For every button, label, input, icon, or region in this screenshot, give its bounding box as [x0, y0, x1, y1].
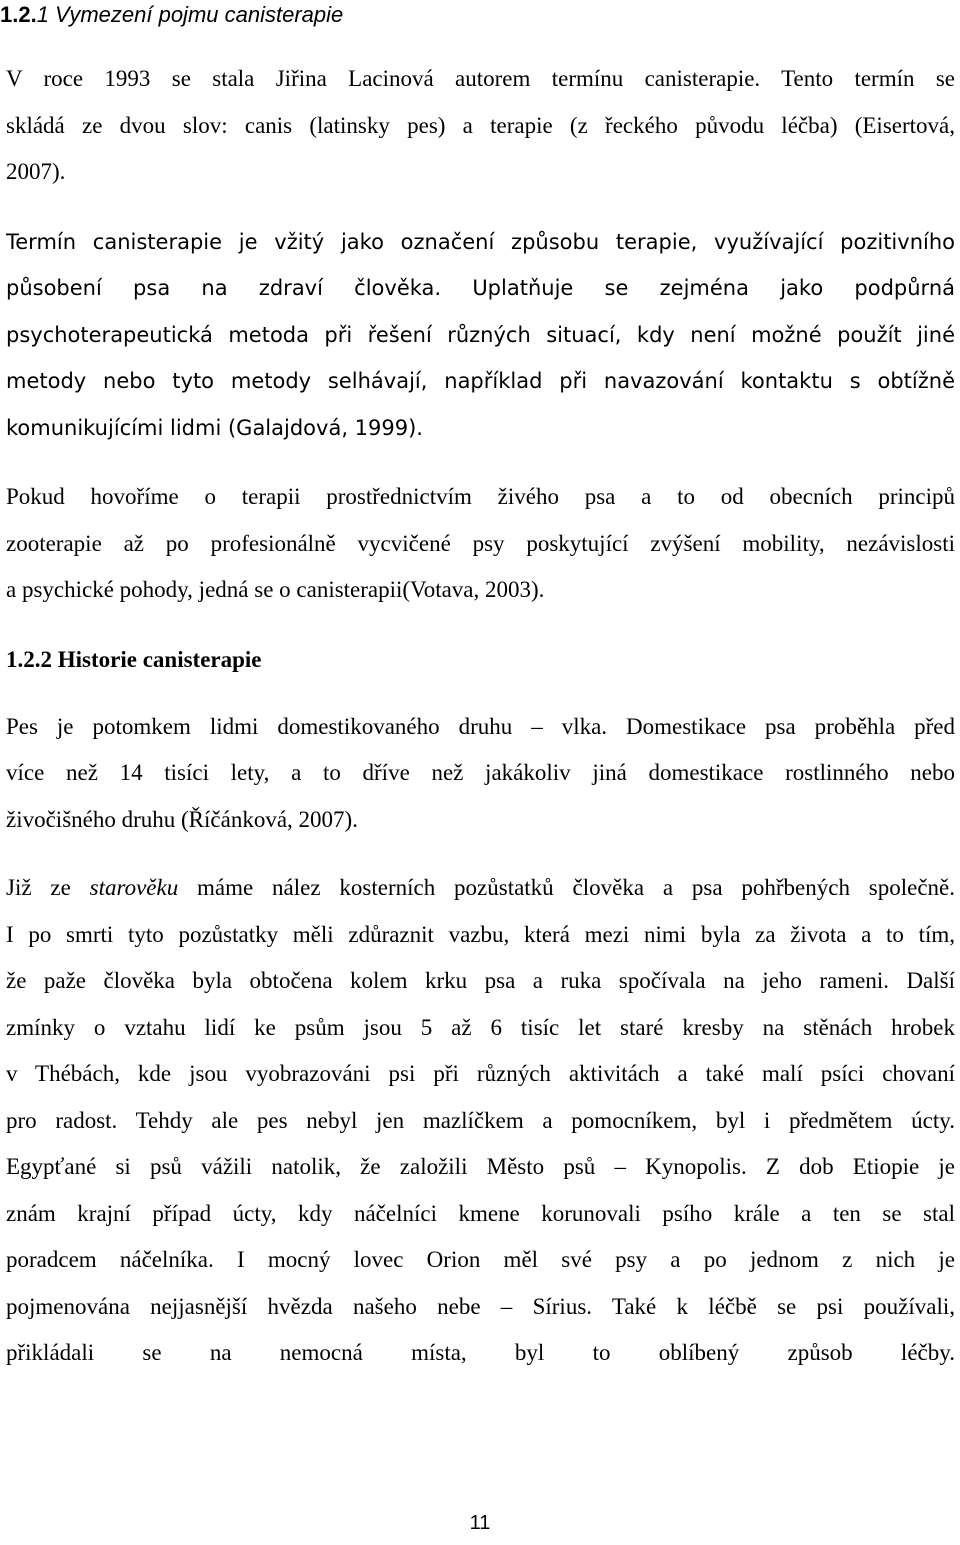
paragraph-2-line-4: metody nebo tyto metody selhávají, například při navazování kontaktu s obtížně: [6, 369, 955, 393]
heading-title: 1 Vymezení pojmu canisterapie: [36, 2, 344, 27]
section-heading-1-2-1: [0, 0, 949, 30]
paragraph-5-line-2: I po smrti tyto pozůstatky měli zdůraznit vazbu, která mezi nimi byla za života a to tím,: [6, 922, 955, 947]
paragraph-4-line-2: více než 14 tisíci lety, a to dříve než jakákoliv jiná domestikace rostlinného nebo: [6, 760, 955, 785]
paragraph-5-line-6: pro radost. Tehdy ale pes nebyl jen mazlíčkem a pomocníkem, byl i předmětem úcty.: [6, 1108, 955, 1133]
section-heading-1-2-2: 1.2.2 Historie canisterapie: [6, 647, 262, 672]
paragraph-5-line-7: Egypťané si psů vážili natolik, že založili Město psů – Kynopolis. Z dob Etiopie je: [6, 1154, 955, 1179]
paragraph-5-line-3: že paže člověka byla obtočena kolem krku psa a ruka spočívala na jeho rameni. Další: [6, 968, 955, 993]
paragraph-5-line-8: znám krajní případ úcty, kdy náčelníci kmene korunovali psího krále a ten se stal: [6, 1201, 955, 1226]
text-run: máme nález kosterních pozůstatků člověka a psa pohřbených společně.: [178, 875, 955, 900]
heading-number: 1.2.: [0, 2, 37, 27]
paragraph-2-line-5: komunikujícími lidmi (Galajdová, 1999).: [6, 416, 423, 440]
paragraph-4-line-3: živočišného druhu (Říčánková, 2007).: [6, 807, 358, 832]
paragraph-1-line-2: skládá ze dvou slov: canis (latinsky pes) a terapie (z řeckého původu léčba) (Eisertová,: [6, 113, 955, 138]
page-number: 11: [469, 1512, 491, 1534]
paragraph-5-line-4: zmínky o vztahu lidí ke psům jsou 5 až 6 tisíc let staré kresby na stěnách hrobek: [6, 1015, 955, 1040]
paragraph-2-line-1: Termín canisterapie je vžitý jako označení způsobu terapie, využívající pozitivního: [6, 230, 955, 254]
paragraph-1-line-1: V roce 1993 se stala Jiřina Lacinová autorem termínu canisterapie. Tento termín se: [6, 66, 955, 91]
paragraph-5-line-9: poradcem náčelníka. I mocný lovec Orion měl své psy a po jednom z nich je: [6, 1247, 955, 1272]
paragraph-3-line-1: Pokud hovoříme o terapii prostřednictvím živého psa a to od obecních principů: [6, 484, 955, 509]
paragraph-1-line-3: 2007).: [6, 159, 66, 184]
paragraph-5-line-11: přikládali se na nemocná místa, byl to oblíbený způsob léčby.: [6, 1340, 955, 1365]
paragraph-3-line-2: zooterapie až po profesionálně vycvičené psy poskytující zvýšení mobility, nezávislosti: [6, 531, 955, 556]
paragraph-2-line-3: psychoterapeutická metoda při řešení různých situací, kdy není možné použít jiné: [6, 323, 955, 347]
emphasized-word: starověku: [89, 875, 179, 900]
text-run: Již ze: [6, 875, 90, 900]
paragraph-5-line-5: v Thébách, kde jsou vyobrazováni psi při různých aktivitách a také malí psíci chovaní: [6, 1061, 955, 1086]
paragraph-5-line-10: pojmenována nejjasnější hvězda našeho nebe – Sírius. Také k léčbě se psi používali,: [6, 1294, 955, 1319]
paragraph-3-line-3: a psychické pohody, jedná se o canisterapii(Votava, 2003).: [6, 577, 545, 602]
paragraph-5-line-1: [6, 873, 955, 903]
paragraph-2-line-2: působení psa na zdraví člověka. Uplatňuje se zejména jako podpůrná: [6, 276, 955, 300]
paragraph-4-line-1: Pes je potomkem lidmi domestikovaného druhu – vlka. Domestikace psa proběhla před: [6, 714, 955, 739]
